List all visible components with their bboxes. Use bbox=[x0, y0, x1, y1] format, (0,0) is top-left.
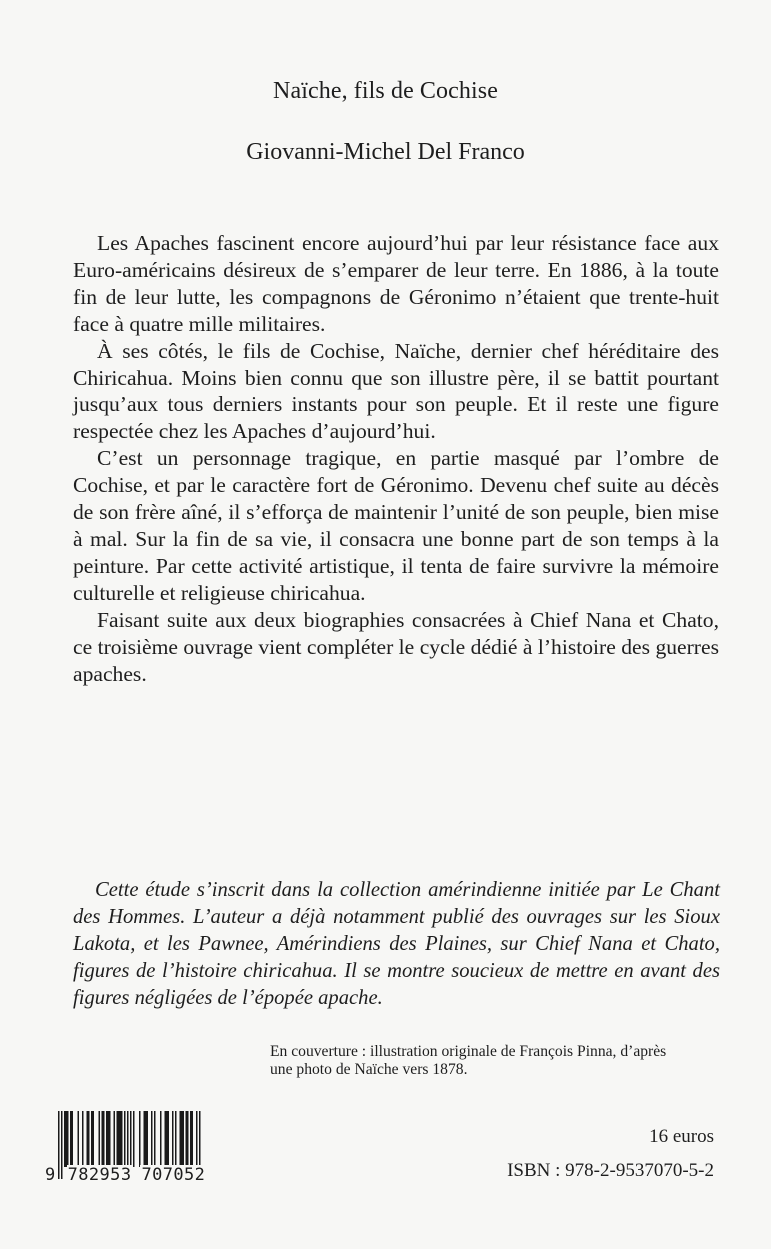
book-title: Naïche, fils de Cochise bbox=[273, 78, 498, 104]
book-author: Giovanni-Michel Del Franco bbox=[246, 139, 525, 165]
barcode-bar bbox=[192, 1111, 194, 1167]
barcode-bar bbox=[147, 1111, 149, 1167]
barcode-bar bbox=[108, 1111, 110, 1167]
price: 16 euros bbox=[649, 1126, 714, 1147]
barcode-bar bbox=[102, 1111, 104, 1167]
barcode-bar bbox=[124, 1111, 126, 1167]
barcode-bar bbox=[154, 1111, 156, 1167]
barcode-bar bbox=[120, 1111, 122, 1167]
barcode-bar bbox=[109, 1111, 111, 1167]
barcode-bar bbox=[117, 1111, 119, 1167]
barcode-bar bbox=[175, 1111, 177, 1167]
barcode-bar bbox=[99, 1111, 101, 1167]
barcode-bar bbox=[114, 1111, 116, 1167]
barcode-bar bbox=[151, 1111, 153, 1167]
barcode-bar bbox=[66, 1111, 68, 1167]
collection-note-text: Cette étude s’inscrit dans la collection amérindienne initiée par Le Chant des Hommes. L’auteur a déjà notamment publié des ouvrages sur les Sioux Lakota, et les Pawnee, Amérindiens des Plaines, sur Chief Nana et Chato, figures de l’histoire chiricahua. Il se montre soucieux de mettre en avant des figures négligées de l’épopée apache. bbox=[73, 879, 720, 1009]
barcode-bar bbox=[72, 1111, 74, 1167]
cover-credit-line: une photo de Naïche vers 1878. bbox=[270, 1061, 468, 1078]
barcode-bar bbox=[190, 1111, 192, 1167]
barcode-bar bbox=[139, 1111, 141, 1167]
barcode-bar bbox=[121, 1111, 123, 1167]
barcode-left-group: 782953 bbox=[67, 1165, 132, 1185]
barcode-bar bbox=[78, 1111, 80, 1167]
barcode-bar bbox=[187, 1111, 189, 1167]
blurb-paragraph: Faisant suite aux deux biographies consacrées à Chief Nana et Chato, ce troisième ouvrage vient compléter le cycle dédié à l’histoire des guerres apaches. bbox=[73, 607, 719, 686]
barcode-bar bbox=[133, 1111, 135, 1167]
collection-note bbox=[73, 877, 720, 1012]
barcode-bar bbox=[87, 1111, 89, 1167]
barcode-first-digit: 9 bbox=[45, 1165, 56, 1185]
barcode-bar bbox=[180, 1111, 182, 1167]
blurb-paragraph: Les Apaches fascinent encore aujourd’hui par leur résistance face aux Euro-américains désireux de s’emparer de leur terre. En 1886, à la toute fin de leur lutte, les compagnons de Géronimo n’étaient que trente-huit face à quatre mille militaires. bbox=[73, 231, 719, 336]
barcode-bar bbox=[103, 1111, 105, 1167]
barcode-bar bbox=[186, 1111, 188, 1167]
barcode-bar bbox=[165, 1111, 167, 1167]
blurb-text bbox=[73, 230, 719, 687]
barcode-bar bbox=[93, 1111, 95, 1167]
barcode-bar bbox=[88, 1111, 90, 1167]
cover-credit bbox=[270, 1043, 730, 1079]
barcode-bar bbox=[166, 1111, 168, 1167]
barcode-bar bbox=[82, 1111, 84, 1167]
barcode-bar bbox=[183, 1111, 185, 1167]
barcode-bar bbox=[181, 1111, 183, 1167]
barcode-bar bbox=[64, 1111, 66, 1167]
cover-credit-line: En couverture : illustration originale de François Pinna, d’après bbox=[270, 1043, 667, 1060]
blurb-paragraph: À ses côtés, le fils de Cochise, Naïche, dernier chef héréditaire des Chiricahua. Moins bien connu que son illustre père, il se battit pourtant jusqu’aux tous derniers instants pour son peuple. Et il reste une figure respectée chez les Apaches d’aujourd’hui. bbox=[73, 338, 719, 444]
barcode-bar bbox=[118, 1111, 120, 1167]
barcode-bar bbox=[91, 1111, 93, 1167]
blurb-paragraph: C’est un personnage tragique, en partie masqué par l’ombre de Cochise, et par le caractère fort de Géronimo. Devenu chef suite au décès de son frère aîné, il s’efforça de maintenir l’unité de son peuple, bien mise à mal. Sur la fin de sa vie, il consacra une bonne part de son temps à la peinture. Par cette activité artistique, il tenta de faire survivre la mémoire culturelle et religieuse chiricahua. bbox=[73, 446, 719, 605]
barcode-right-group: 707052 bbox=[141, 1165, 206, 1185]
barcode-bar bbox=[145, 1111, 147, 1167]
barcode-bar bbox=[168, 1111, 170, 1167]
barcode-bar bbox=[144, 1111, 146, 1167]
barcode-number bbox=[44, 1165, 214, 1185]
barcode-bar bbox=[172, 1111, 174, 1167]
barcode-bar bbox=[70, 1111, 72, 1167]
barcode-bar bbox=[106, 1111, 108, 1167]
barcode-bar bbox=[67, 1111, 69, 1167]
barcode-bar bbox=[160, 1111, 162, 1167]
isbn: ISBN : 978-2-9537070-5-2 bbox=[507, 1160, 714, 1181]
